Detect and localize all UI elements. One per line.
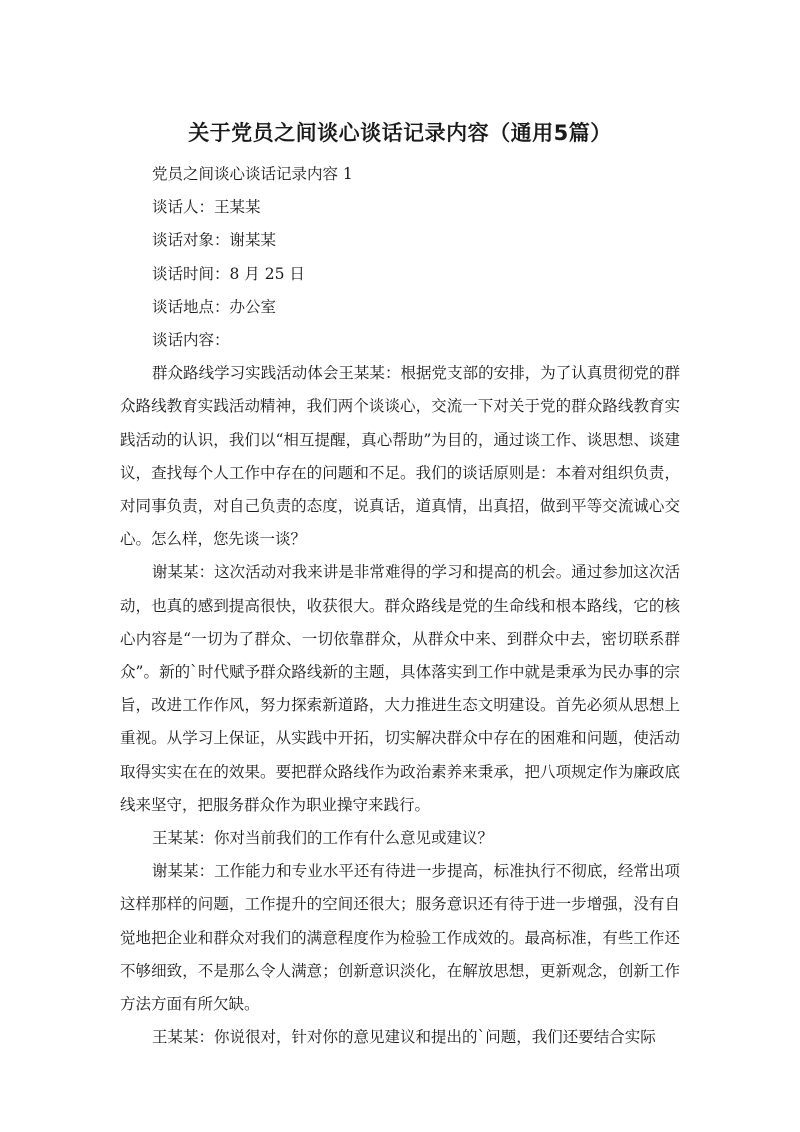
paragraph-5: 王某某：你说很对，针对你的意见建议和提出的`问题，我们还要结合实际 [152, 1028, 656, 1047]
target-line: 谈话对象：谢某某 [152, 231, 277, 250]
paragraph-1: 群众路线学习实践活动体会王某某：根据党支部的安排，为了认真贯彻党的群众路线教育实践活动精神，我们两个谈谈心，交流一下对关于党的群众路线教育实践活动的认识，我们以“相互提醒，真心帮助”为目的，通过谈工作、谈思想、谈建议，查找每个人工作中存在的问题和不足。我们的谈话原则是：本着对组织负责，对同事负责，对自己负责的态度，说真话，道真情，出真招，做到平等交流诚心交心。怎么样，您先谈一谈？ [120, 364, 680, 549]
document-body [120, 158, 680, 1054]
speaker-line: 谈话人：王某某 [152, 198, 261, 217]
document-title: 关于党员之间谈心谈话记录内容（通用5篇） [188, 121, 612, 145]
paragraph-3: 王某某：你对当前我们的工作有什么意见或建议？ [152, 828, 494, 847]
time-line: 谈话时间：8 月 25 日 [152, 264, 305, 283]
paragraph-2: 谢某某：这次活动对我来讲是非常难得的学习和提高的机会。通过参加这次活动，也真的感到提高很快，收获很大。群众路线是党的生命线和根本路线，它的核心内容是“一切为了群众、一切依靠群众，从群众中来、到群众中去，密切联系群众”。新的`时代赋予群众路线新的主题，具体落实到工作中就是秉承为民办事的宗旨，改进工作作风，努力探索新道路，大力推进生态文明建设。首先必须从思想上重视。从学习上保证，从实践中开拓，切实解决群众中存在的困难和问题，使活动取得实实在在的效果。要把群众路线作为政治素养来秉承，把八项规定作为廉政底线来坚守，把服务群众作为职业操守来践行。 [120, 563, 680, 814]
record-subtitle: 党员之间谈心谈话记录内容 1 [152, 165, 353, 183]
paragraph-4: 谢某某：工作能力和专业水平还有待进一步提高，标准执行不彻底，经常出项这样那样的问题，工作提升的空间还很大；服务意识还有待于进一步增强，没有自觉地把企业和群众对我们的满意程度作为检验工作成效的。最高标准，有些工作还不够细致，不是那么令人满意；创新意识淡化，在解放思想，更新观念，创新工作方法方面有所欠缺。 [120, 862, 680, 1013]
place-line: 谈话地点：办公室 [152, 297, 277, 316]
content-label: 谈话内容： [152, 330, 230, 349]
